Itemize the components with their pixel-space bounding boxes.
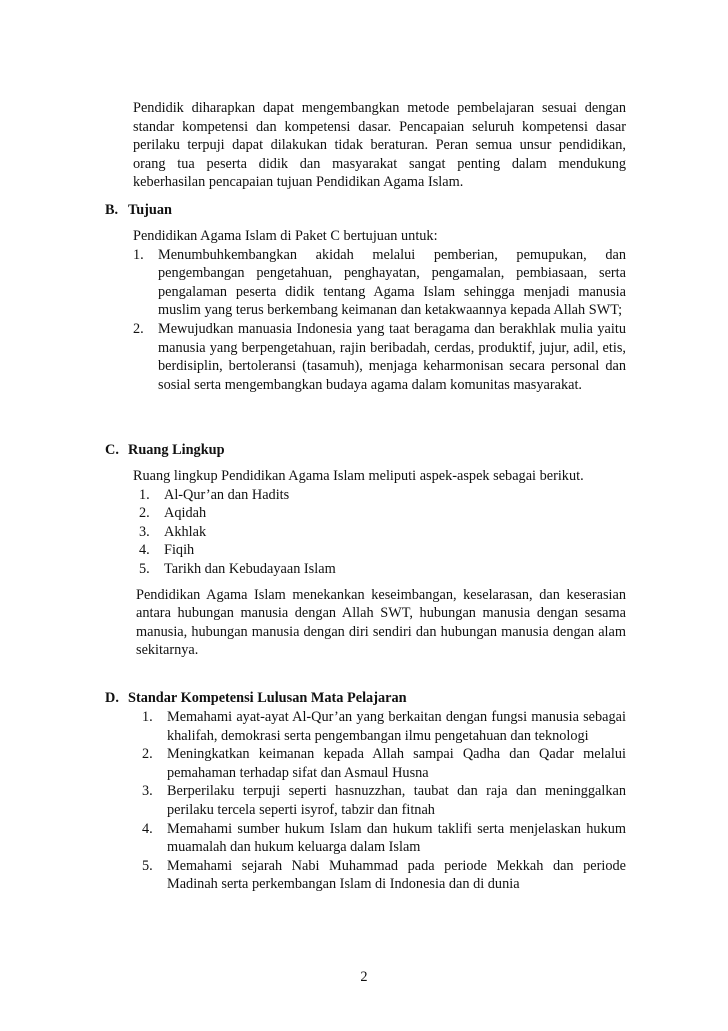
section-heading [105, 689, 626, 708]
list-number: 2. [142, 746, 153, 763]
list-item-text: Memahami sejarah Nabi Muhammad pada periode Mekkah dan periode Madinah serta perkembangan Islam di Indonesia dan di dunia [167, 857, 626, 893]
section-letter: B. [105, 202, 119, 218]
list-item-text: Berperilaku terpuji seperti hasnuzzhan, taubat dan raja dan meninggalkan perilaku tercela seperti isyrof, tabzir dan fitnah [167, 783, 626, 818]
section-title: Tujuan [128, 202, 172, 218]
intro-paragraph: Pendidik diharapkan dapat mengembangkan metode pembelajaran sesuai dengan standar kompetensi dan kompetensi dasar. Pencapaian seluruh kompetensi dasar perilaku terpuji dapat dilakukan tidak beraturan. Peran semua unsur pendidikan, orang tua peserta didik dan masyarakat sangat penting dalam mendukung keberhasilan pencapaian tujuan Pendidikan Agama Islam. [133, 100, 626, 191]
section-intro: Ruang lingkup Pendidikan Agama Islam meliputi aspek-aspek sebagai berikut. [133, 468, 584, 484]
list-item-text: Al-Qur’an dan Hadits [164, 486, 290, 503]
list-number: 2. [133, 320, 144, 337]
page-number: 2 [360, 969, 368, 985]
list-item [139, 486, 626, 505]
list-number: 2. [139, 505, 150, 522]
list-item-text: Aqidah [164, 505, 207, 522]
list-item [142, 745, 626, 782]
section-title: Standar Kompetensi Lulusan Mata Pelajaran [128, 690, 407, 706]
list-item-text: Meningkatkan keimanan kepada Allah sampai Qadha dan Qadar melalui pemahaman terhadap sifat dan Asmaul Husna [167, 746, 626, 781]
section-heading [105, 441, 626, 460]
list-item-text: Memahami ayat-ayat Al-Qur’an yang berkaitan dengan fungsi manusia sebagai khalifah, demokrasi serta pengembangan ilmu pengetahuan dan teknologi [167, 709, 626, 744]
list-item [133, 320, 626, 394]
list-item-text: Akhlak [164, 523, 207, 540]
list-item-text: Tarikh dan Kebudayaan Islam [164, 560, 336, 577]
list-item-text: Fiqih [164, 542, 195, 559]
section-closing: Pendidikan Agama Islam menekankan keseimbangan, keselarasan, dan keserasian antara hubungan manusia dengan Allah SWT, hubungan manusia dengan sesama manusia, hubungan manusia dengan diri sendiri dan hubungan manusia dengan alam sekitarnya. [136, 586, 626, 659]
list-item-text: Mewujudkan manuasia Indonesia yang taat beragama dan berakhlak mulia yaitu manusia yang berpengetahuan, rajin beribadah, cerdas, produktif, jujur, adil, etis, berdisiplin, bertoleransi (tasamuh), menjaga keharmonisan secara personal dan sosial serta mengembangkan budaya agama dalam komunitas masyarakat. [158, 320, 626, 393]
list-number: 3. [139, 523, 150, 540]
tujuan-list [133, 246, 626, 395]
section-tujuan [105, 201, 626, 394]
list-item [139, 504, 626, 523]
list-number: 5. [142, 857, 153, 874]
ruang-lingkup-list [139, 486, 626, 579]
section-ruang-lingkup [105, 441, 626, 660]
list-item-text: Menumbuhkembangkan akidah melalui pemberian, pemupukan, dan pengembangan pengetahuan, penghayatan, pengamalan, pembiasaan, serta pengalaman peserta didik tentang Agama Islam sehingga menjadi manusia muslim yang terus berkembang keimanan dan ketakwaannya kepada Allah SWT; [158, 246, 626, 319]
list-number: 4. [139, 542, 150, 559]
section-title: Ruang Lingkup [128, 442, 225, 458]
section-intro: Pendidikan Agama Islam di Paket C bertujuan untuk: [133, 228, 438, 244]
list-item [133, 246, 626, 320]
list-item [142, 782, 626, 819]
list-number: 3. [142, 783, 153, 800]
list-number: 1. [139, 486, 150, 503]
list-number: 5. [139, 560, 150, 577]
section-letter: D. [105, 690, 119, 706]
list-item [139, 560, 626, 579]
list-number: 1. [142, 709, 153, 725]
section-standar-kompetensi [105, 689, 626, 894]
list-item [142, 820, 626, 857]
kompetensi-list [142, 708, 626, 894]
list-number: 4. [142, 820, 153, 837]
section-letter: C. [105, 442, 119, 458]
list-item [142, 857, 626, 894]
list-number: 1. [133, 246, 144, 263]
list-item [139, 541, 626, 560]
list-item [142, 708, 626, 745]
section-heading [105, 201, 626, 220]
list-item [139, 523, 626, 542]
list-item-text: Memahami sumber hukum Islam dan hukum taklifi serta menjelaskan hukum muamalah dan hukum keluarga dalam Islam [167, 820, 626, 856]
